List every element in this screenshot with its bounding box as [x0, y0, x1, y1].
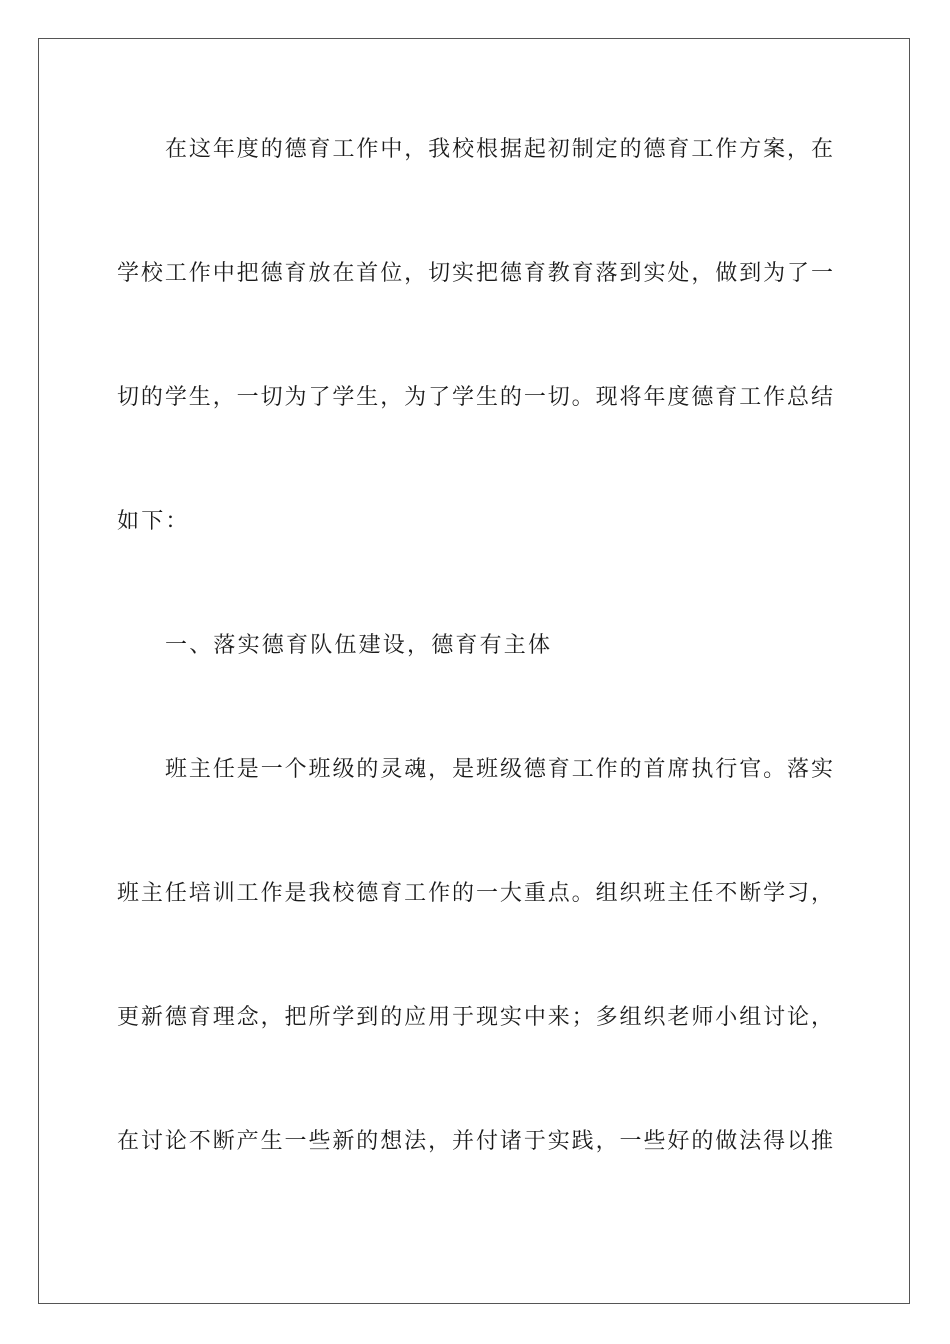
paragraph-2-line-1: 班主任是一个班级的灵魂，是班级德育工作的首席执行官。落实 — [165, 757, 833, 782]
paragraph-1-line-1: 在这年度的德育工作中，我校根据起初制定的德育工作方案，在 — [165, 137, 833, 162]
paragraph-1-line-3: 切的学生，一切为了学生，为了学生的一切。现将年度德育工作总结 — [117, 385, 833, 410]
paragraph-2-line-3: 更新德育理念，把所学到的应用于现实中来；多组织老师小组讨论， — [117, 1005, 833, 1030]
paragraph-2-line-2: 班主任培训工作是我校德育工作的一大重点。组织班主任不断学习， — [117, 881, 833, 906]
section-heading: 一、落实德育队伍建设，德育有主体 — [165, 633, 553, 658]
paragraph-1-line-4: 如下： — [117, 509, 190, 534]
paragraph-2-line-4: 在讨论不断产生一些新的想法，并付诸于实践，一些好的做法得以推 — [117, 1129, 833, 1154]
paragraph-1-line-2: 学校工作中把德育放在首位，切实把德育教育落到实处，做到为了一 — [117, 261, 833, 286]
page-border — [38, 38, 910, 1304]
